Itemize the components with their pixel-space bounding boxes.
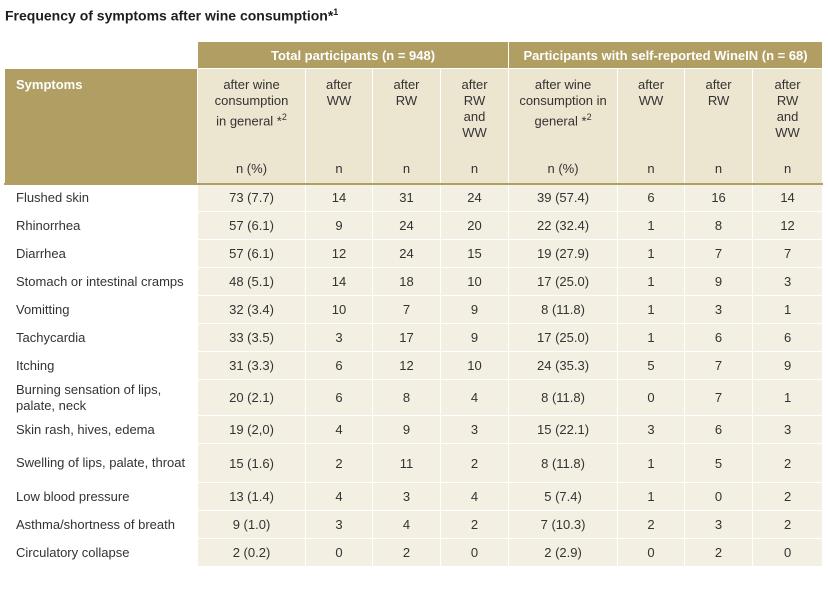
value-cell: 9 xyxy=(441,324,509,352)
value-cell: 2 xyxy=(373,539,441,567)
table-row xyxy=(5,539,823,567)
value-cell: 24 xyxy=(373,240,441,268)
table-title: Frequency of symptoms after wine consumption*$^1$ xyxy=(5,7,339,24)
value-cell: 8 xyxy=(685,212,753,240)
value-cell: 24 xyxy=(373,212,441,240)
value-cell: 14 xyxy=(306,184,373,212)
value-cell: 2 xyxy=(685,539,753,567)
table-row xyxy=(5,444,823,483)
header-winein-general: after wine consumption in general *$^2$ n (%) xyxy=(509,69,618,184)
value-cell: 3 xyxy=(441,416,509,444)
value-cell: 11 xyxy=(373,444,441,483)
value-cell: 0 xyxy=(441,539,509,567)
value-cell: 2 xyxy=(441,444,509,483)
value-cell: 9 xyxy=(306,212,373,240)
table-row xyxy=(5,380,823,416)
value-cell: 17 (25.0) xyxy=(509,324,618,352)
value-cell: 3 xyxy=(306,324,373,352)
symptom-cell: Itching xyxy=(5,352,198,380)
header-winein-rw-ww: after RW and WW n xyxy=(753,69,823,184)
value-cell: 4 xyxy=(441,380,509,416)
value-cell: 9 (1.0) xyxy=(198,511,306,539)
table-row xyxy=(5,416,823,444)
value-cell: 2 xyxy=(753,444,823,483)
value-cell: 9 xyxy=(373,416,441,444)
value-cell: 5 xyxy=(685,444,753,483)
value-cell: 10 xyxy=(306,296,373,324)
symptom-cell: Circulatory collapse xyxy=(5,539,198,567)
header-winein-rw: after RW n xyxy=(685,69,753,184)
header-total-ww: after WW n xyxy=(306,69,373,184)
value-cell: 2 xyxy=(753,511,823,539)
value-cell: 3 xyxy=(618,416,685,444)
value-cell: 9 xyxy=(685,268,753,296)
value-cell: 6 xyxy=(685,324,753,352)
group-header-total: Total participants (n = 948) xyxy=(198,42,509,69)
value-cell: 8 (11.8) xyxy=(509,296,618,324)
symptom-cell: Vomitting xyxy=(5,296,198,324)
value-cell: 12 xyxy=(306,240,373,268)
value-cell: 57 (6.1) xyxy=(198,240,306,268)
value-cell: 3 xyxy=(753,268,823,296)
value-cell: 19 (2,0) xyxy=(198,416,306,444)
value-cell: 6 xyxy=(618,184,685,212)
value-cell: 6 xyxy=(306,380,373,416)
value-cell: 2 xyxy=(753,483,823,511)
table-row xyxy=(5,184,823,212)
value-cell: 9 xyxy=(753,352,823,380)
header-total-general: after wine consumption in general *$^2$ n (%) xyxy=(198,69,306,184)
symptom-cell: Diarrhea xyxy=(5,240,198,268)
table-row xyxy=(5,352,823,380)
value-cell: 0 xyxy=(306,539,373,567)
value-cell: 2 xyxy=(306,444,373,483)
table-row xyxy=(5,268,823,296)
value-cell: 8 (11.8) xyxy=(509,444,618,483)
value-cell: 7 xyxy=(685,380,753,416)
value-cell: 2 xyxy=(618,511,685,539)
value-cell: 14 xyxy=(753,184,823,212)
value-cell: 1 xyxy=(618,444,685,483)
value-cell: 4 xyxy=(441,483,509,511)
value-cell: 5 (7.4) xyxy=(509,483,618,511)
value-cell: 8 (11.8) xyxy=(509,380,618,416)
value-cell: 48 (5.1) xyxy=(198,268,306,296)
symptom-cell: Asthma/shortness of breath xyxy=(5,511,198,539)
symptoms-table xyxy=(4,41,823,567)
table-row xyxy=(5,240,823,268)
value-cell: 5 xyxy=(618,352,685,380)
value-cell: 4 xyxy=(306,416,373,444)
table-row xyxy=(5,483,823,511)
value-cell: 24 (35.3) xyxy=(509,352,618,380)
value-cell: 7 (10.3) xyxy=(509,511,618,539)
table-row xyxy=(5,212,823,240)
value-cell: 17 xyxy=(373,324,441,352)
symptom-cell: Swelling of lips, palate, throat xyxy=(5,444,198,483)
value-cell: 39 (57.4) xyxy=(509,184,618,212)
value-cell: 57 (6.1) xyxy=(198,212,306,240)
value-cell: 1 xyxy=(618,240,685,268)
value-cell: 17 (25.0) xyxy=(509,268,618,296)
value-cell: 32 (3.4) xyxy=(198,296,306,324)
value-cell: 15 (1.6) xyxy=(198,444,306,483)
value-cell: 0 xyxy=(618,539,685,567)
symptom-cell: Rhinorrhea xyxy=(5,212,198,240)
value-cell: 16 xyxy=(685,184,753,212)
value-cell: 1 xyxy=(618,324,685,352)
value-cell: 1 xyxy=(618,212,685,240)
table-row xyxy=(5,296,823,324)
value-cell: 10 xyxy=(441,268,509,296)
value-cell: 3 xyxy=(753,416,823,444)
table-row xyxy=(5,324,823,352)
value-cell: 2 (0.2) xyxy=(198,539,306,567)
value-cell: 1 xyxy=(618,268,685,296)
value-cell: 13 (1.4) xyxy=(198,483,306,511)
header-symptoms: Symptoms xyxy=(5,69,198,184)
value-cell: 7 xyxy=(685,240,753,268)
value-cell: 3 xyxy=(685,511,753,539)
table-row xyxy=(5,511,823,539)
symptom-cell: Burning sensation of lips, palate, neck xyxy=(5,380,198,416)
value-cell: 24 xyxy=(441,184,509,212)
value-cell: 0 xyxy=(753,539,823,567)
value-cell: 4 xyxy=(306,483,373,511)
value-cell: 73 (7.7) xyxy=(198,184,306,212)
value-cell: 2 (2.9) xyxy=(509,539,618,567)
value-cell: 1 xyxy=(618,296,685,324)
value-cell: 2 xyxy=(441,511,509,539)
value-cell: 7 xyxy=(753,240,823,268)
header-winein-ww: after WW n xyxy=(618,69,685,184)
symptom-cell: Skin rash, hives, edema xyxy=(5,416,198,444)
value-cell: 6 xyxy=(685,416,753,444)
group-header-winein: Participants with self-reported WineIN (n = 68) xyxy=(509,42,823,69)
value-cell: 0 xyxy=(685,483,753,511)
value-cell: 1 xyxy=(753,380,823,416)
value-cell: 20 (2.1) xyxy=(198,380,306,416)
symptom-cell: Low blood pressure xyxy=(5,483,198,511)
value-cell: 8 xyxy=(373,380,441,416)
value-cell: 15 xyxy=(441,240,509,268)
value-cell: 31 (3.3) xyxy=(198,352,306,380)
value-cell: 19 (27.9) xyxy=(509,240,618,268)
value-cell: 12 xyxy=(753,212,823,240)
value-cell: 1 xyxy=(618,483,685,511)
value-cell: 1 xyxy=(753,296,823,324)
value-cell: 18 xyxy=(373,268,441,296)
symptom-cell: Tachycardia xyxy=(5,324,198,352)
value-cell: 4 xyxy=(373,511,441,539)
value-cell: 6 xyxy=(753,324,823,352)
value-cell: 33 (3.5) xyxy=(198,324,306,352)
value-cell: 15 (22.1) xyxy=(509,416,618,444)
symptom-cell: Stomach or intestinal cramps xyxy=(5,268,198,296)
symptom-cell: Flushed skin xyxy=(5,184,198,212)
value-cell: 22 (32.4) xyxy=(509,212,618,240)
value-cell: 10 xyxy=(441,352,509,380)
header-total-rw-ww: after RW and WW n xyxy=(441,69,509,184)
blank-corner xyxy=(5,42,198,69)
value-cell: 3 xyxy=(306,511,373,539)
value-cell: 31 xyxy=(373,184,441,212)
value-cell: 14 xyxy=(306,268,373,296)
value-cell: 9 xyxy=(441,296,509,324)
value-cell: 20 xyxy=(441,212,509,240)
value-cell: 7 xyxy=(685,352,753,380)
header-total-rw: after RW n xyxy=(373,69,441,184)
value-cell: 3 xyxy=(685,296,753,324)
value-cell: 7 xyxy=(373,296,441,324)
value-cell: 12 xyxy=(373,352,441,380)
value-cell: 3 xyxy=(373,483,441,511)
value-cell: 6 xyxy=(306,352,373,380)
value-cell: 0 xyxy=(618,380,685,416)
